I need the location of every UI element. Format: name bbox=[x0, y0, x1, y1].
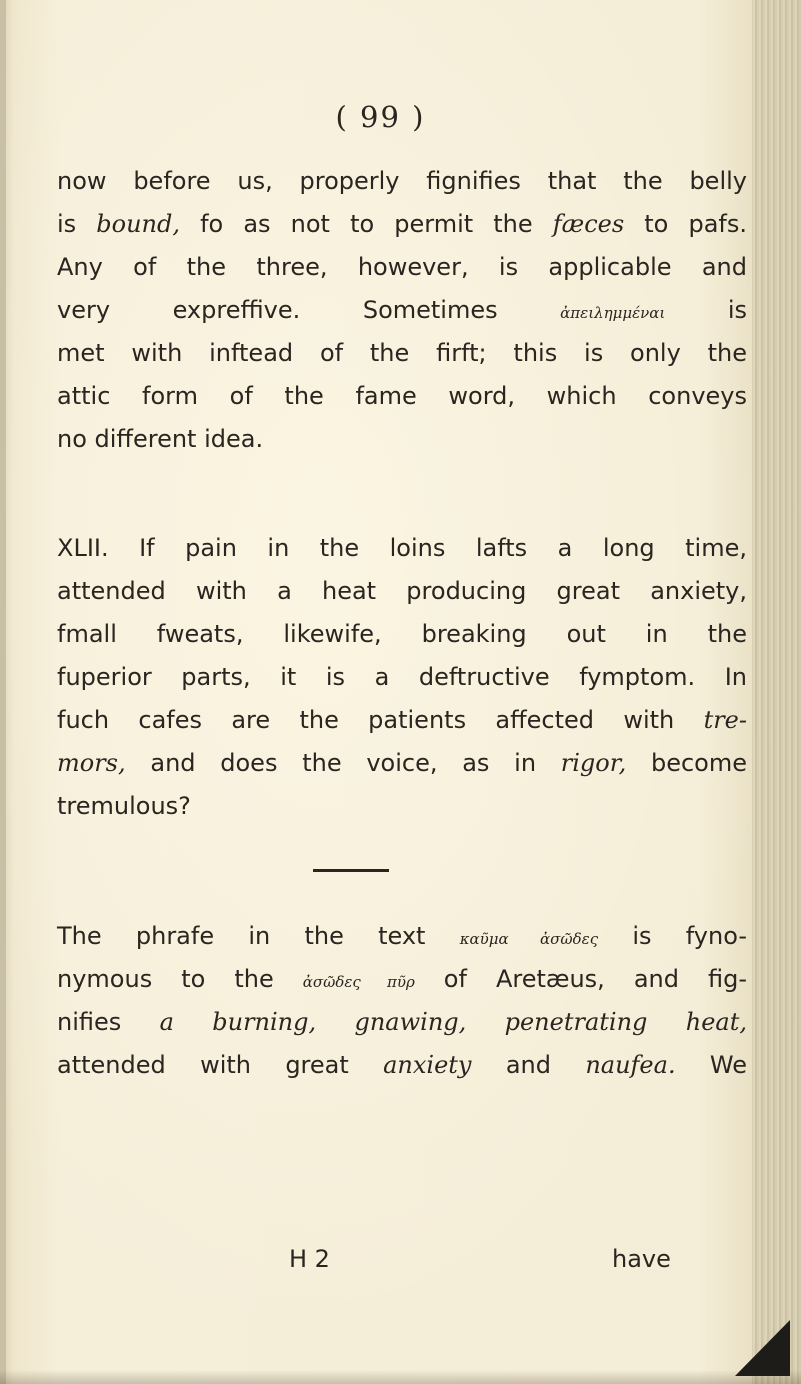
text-line bbox=[57, 203, 747, 246]
signature-line bbox=[57, 1238, 747, 1281]
text-line bbox=[57, 1001, 747, 1044]
italic-text: fæces bbox=[552, 210, 625, 238]
text-line bbox=[57, 1044, 747, 1087]
text-run: attended with a heat producing great anxiety, bbox=[57, 577, 747, 605]
text-line bbox=[57, 527, 747, 570]
text-line bbox=[57, 958, 747, 1001]
text-line bbox=[57, 742, 747, 785]
greek-text: ἀπειλημμέναι bbox=[560, 304, 666, 322]
text-run: to pafs. bbox=[624, 210, 747, 238]
text-run: fuch cafes are the patients affected with bbox=[57, 706, 704, 734]
italic-text: tre- bbox=[703, 706, 747, 734]
italic-text: bound, bbox=[96, 210, 180, 238]
page-number: ( 99 ) bbox=[335, 100, 426, 134]
text-run: attic form of the fame word, which conveys bbox=[57, 382, 747, 410]
page-left-edge bbox=[0, 0, 6, 1384]
page-bottom-shadow bbox=[0, 1370, 801, 1384]
text-line bbox=[57, 375, 747, 418]
text-line bbox=[57, 160, 747, 203]
text-run: tremulous? bbox=[57, 792, 191, 820]
text-run: is bbox=[665, 296, 747, 324]
text-line bbox=[57, 418, 747, 461]
text-run: and bbox=[471, 1051, 586, 1079]
text-run: now before us, properly fignifies that the belly bbox=[57, 167, 747, 195]
text-line bbox=[57, 699, 747, 742]
text-run: fuperior parts, it is a deftructive fymptom. In bbox=[57, 663, 747, 691]
italic-text: a burning, gnawing, penetrating heat, bbox=[159, 1008, 747, 1036]
text-run: no different idea. bbox=[57, 425, 264, 453]
text-line bbox=[57, 915, 747, 958]
text-line bbox=[57, 289, 747, 332]
text-line bbox=[57, 246, 747, 289]
text-run: attended with great bbox=[57, 1051, 384, 1079]
paragraph-intro bbox=[57, 160, 747, 461]
text-line bbox=[57, 332, 747, 375]
italic-text: mors, bbox=[57, 749, 126, 777]
greek-text: ἀσῶδες πῦρ bbox=[302, 973, 415, 991]
text-line bbox=[57, 613, 747, 656]
page-gutter bbox=[752, 0, 801, 1384]
text-line bbox=[57, 570, 747, 613]
paragraph-commentary bbox=[57, 915, 747, 1087]
text-run: met with inftead of the firft; this is only the bbox=[57, 339, 747, 367]
text-run: of Aretæus, and fig- bbox=[414, 965, 747, 993]
text-run: Any of the three, however, is applicable and bbox=[57, 253, 747, 281]
italic-text: naufea. bbox=[585, 1051, 676, 1079]
signature-mark: H 2 bbox=[289, 1245, 330, 1273]
text-run: nymous to the bbox=[57, 965, 303, 993]
paragraph-aphorism-xlii bbox=[57, 527, 747, 828]
text-run: nifies bbox=[57, 1008, 160, 1036]
section-rule bbox=[313, 869, 389, 872]
catchword: have bbox=[612, 1245, 671, 1273]
text-run: is fyno- bbox=[598, 922, 747, 950]
text-run: We bbox=[675, 1051, 747, 1079]
italic-text: anxiety bbox=[383, 1051, 472, 1079]
text-run: become bbox=[626, 749, 747, 777]
text-run: and does the voice, as in bbox=[125, 749, 561, 777]
page-corner-shadow bbox=[735, 1320, 790, 1376]
text-run: XLII. If pain in the loins lafts a long time, bbox=[57, 534, 747, 562]
text-run: fmall fweats, likewife, breaking out in the bbox=[57, 620, 747, 648]
text-run: The phrafe in the text bbox=[57, 922, 460, 950]
greek-text: καῦμα ἀσῶδες bbox=[459, 930, 599, 948]
text-run: very expreffive. Sometimes bbox=[57, 296, 561, 324]
text-line bbox=[57, 785, 747, 828]
italic-text: rigor, bbox=[560, 749, 627, 777]
text-line bbox=[57, 656, 747, 699]
text-run: fo as not to permit the bbox=[180, 210, 553, 238]
text-run: is bbox=[57, 210, 97, 238]
